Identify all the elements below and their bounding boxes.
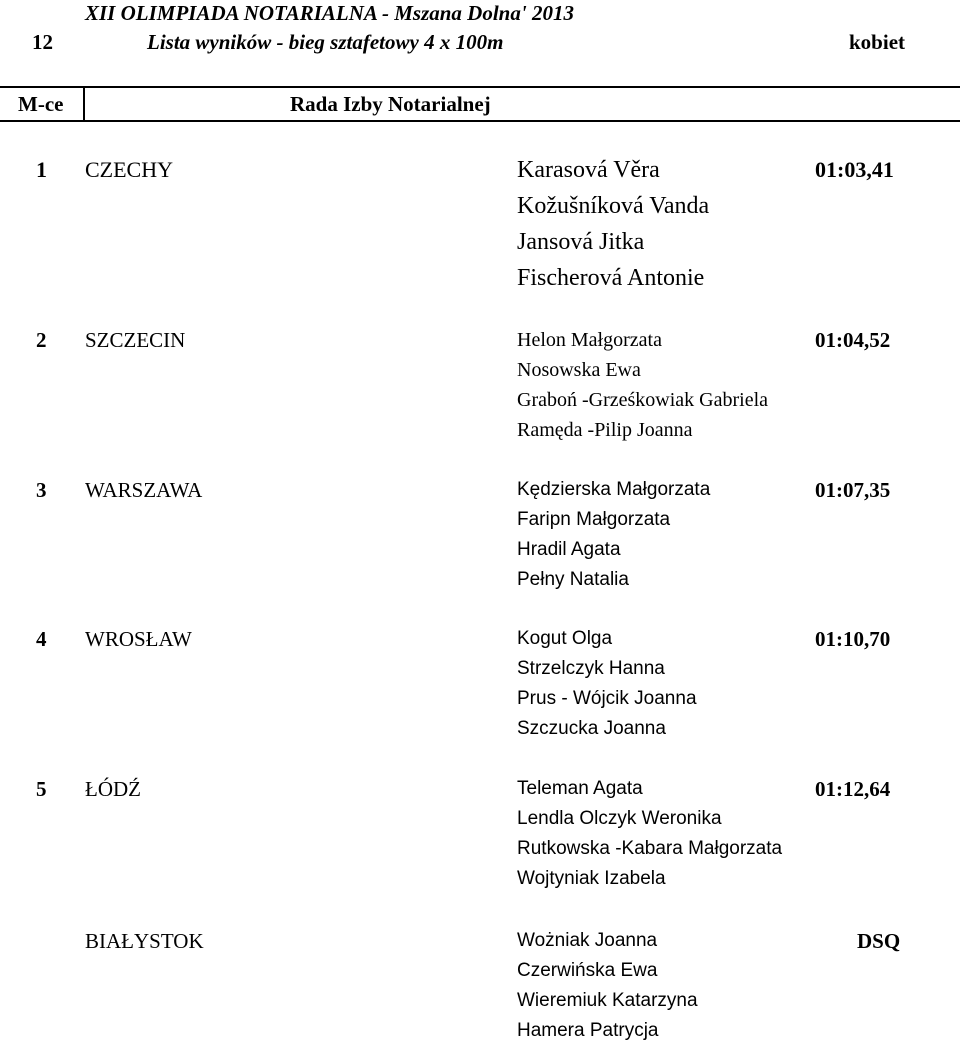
table-header <box>0 86 960 122</box>
runner-name: Karasová Věra <box>517 157 660 183</box>
runner-list <box>517 774 782 894</box>
runner-name: Szczucka Joanna <box>517 718 666 739</box>
runner-name: Graboń -Grześkowiak Gabriela <box>517 389 769 411</box>
runner-list <box>517 324 768 444</box>
runner-name: Rutkowska -Kabara Małgorzata <box>517 838 783 859</box>
result-place: 4 <box>36 627 47 651</box>
subtitle-row <box>0 28 960 56</box>
runner-name: Helon Małgorzata <box>517 329 662 351</box>
runner-name: Wożniak Joanna <box>517 930 658 951</box>
runner-list <box>517 152 709 296</box>
result-place: 3 <box>36 478 47 502</box>
result-team: CZECHY <box>85 157 173 182</box>
runner-name: Fischerová Antonie <box>517 265 705 291</box>
runner-name: Hradil Agata <box>517 539 621 560</box>
runner-name: Wieremiuk Katarzyna <box>517 990 698 1011</box>
runner-name: Pełny Natalia <box>517 569 629 590</box>
team-column-header: Rada Izby Notarialnej <box>290 92 491 116</box>
runner-name: Strzelczyk Hanna <box>517 658 665 679</box>
result-team: WARSZAWA <box>85 478 203 502</box>
runner-name: Hamera Patrycja <box>517 1020 659 1041</box>
result-place: 1 <box>36 157 47 182</box>
document-title: XII OLIMPIADA NOTARIALNA - Mszana Dolna' 2013 <box>85 1 574 25</box>
runner-name: Czerwińska Ewa <box>517 960 658 981</box>
runner-list <box>517 624 697 744</box>
column-divider <box>83 88 85 120</box>
runner-list <box>517 475 710 595</box>
runner-name: Prus - Wójcik Joanna <box>517 688 697 709</box>
result-place: 5 <box>36 777 47 801</box>
result-team: BIAŁYSTOK <box>85 929 204 953</box>
result-time: 01:07,35 <box>815 478 891 502</box>
place-column-header: M-ce <box>18 92 64 116</box>
result-team: ŁÓDŹ <box>85 777 141 801</box>
result-time: 01:04,52 <box>815 328 891 352</box>
category-label: kobiet <box>849 30 906 54</box>
runner-name: Faripn Małgorzata <box>517 509 671 530</box>
result-team: SZCZECIN <box>85 328 186 352</box>
list-number: 12 <box>32 30 53 54</box>
runner-name: Kogut Olga <box>517 628 613 649</box>
result-status: DSQ <box>857 929 901 953</box>
result-time: 01:03,41 <box>815 157 894 182</box>
runner-name: Lendla Olczyk Weronika <box>517 808 722 829</box>
result-time: 01:10,70 <box>815 627 891 651</box>
result-place: 2 <box>36 328 47 352</box>
result-time: 01:12,64 <box>815 777 891 801</box>
runner-name: Kędzierska Małgorzata <box>517 479 711 500</box>
runner-name: Jansová Jitka <box>517 229 645 255</box>
result-team: WROSŁAW <box>85 627 192 651</box>
runner-name: Wojtyniak Izabela <box>517 868 666 889</box>
list-title: Lista wyników - bieg sztafetowy 4 x 100m <box>147 30 504 54</box>
runner-name: Teleman Agata <box>517 778 643 799</box>
runner-name: Ramęda -Pilip Joanna <box>517 419 693 441</box>
runner-name: Kožušníková Vanda <box>517 193 710 219</box>
runner-list <box>517 926 698 1046</box>
runner-name: Nosowska Ewa <box>517 359 641 381</box>
